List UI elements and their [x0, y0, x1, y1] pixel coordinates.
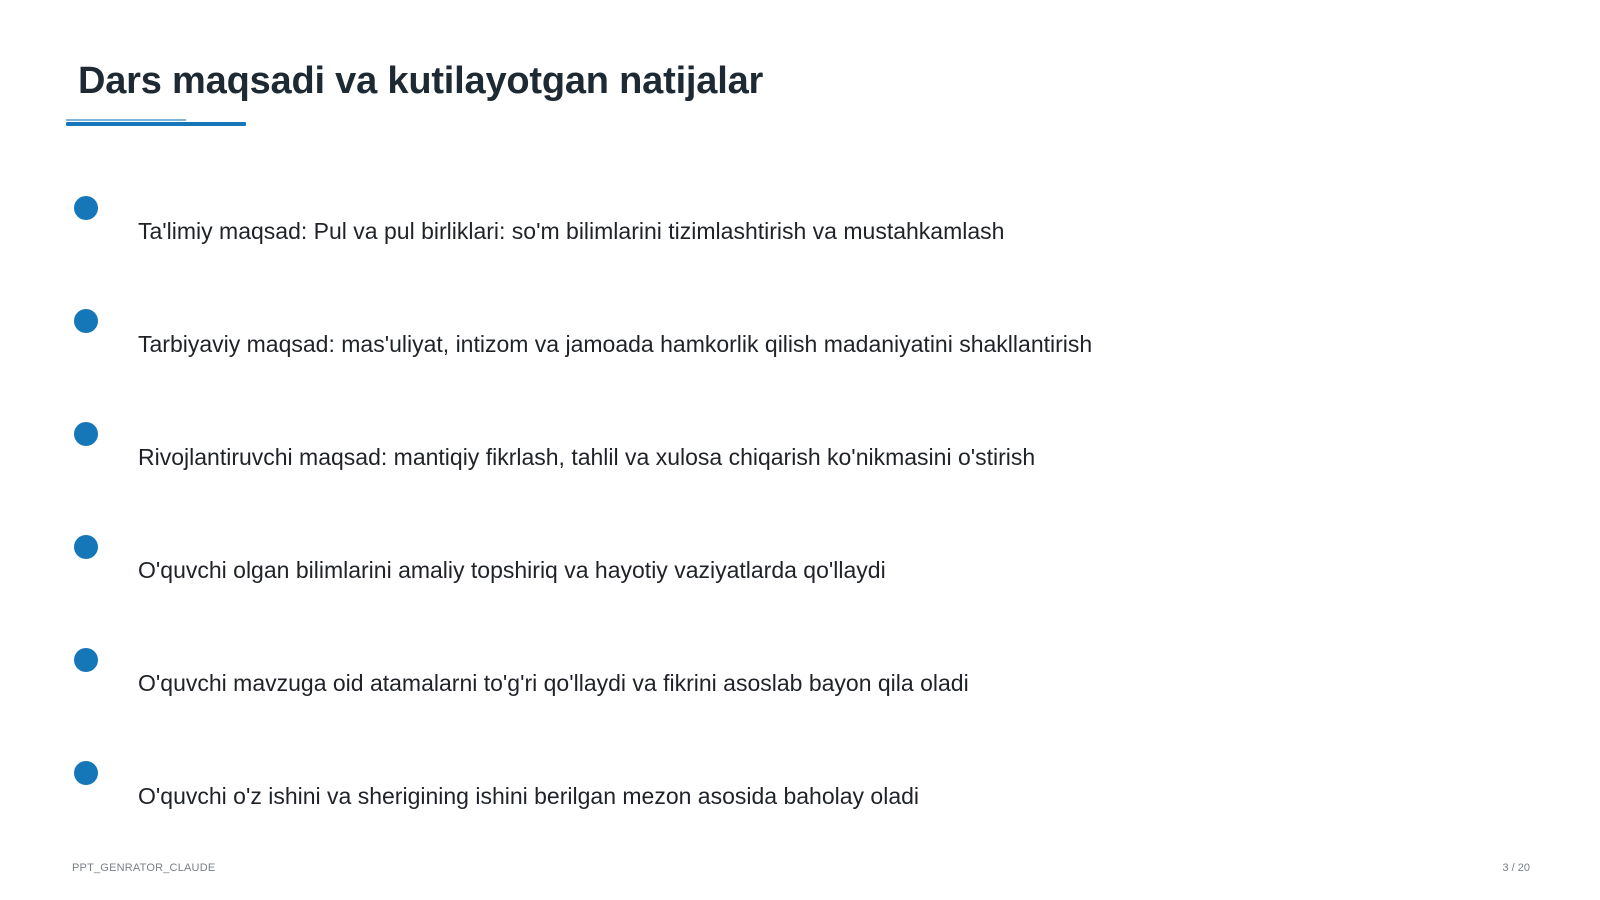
bullet-text: Tarbiyaviy maqsad: mas'uliyat, intizom va jamoada hamkorlik qilish madaniyatini shakllantirish: [138, 331, 1093, 357]
slide-title: Dars maqsadi va kutilayotgan natijalar: [78, 60, 764, 102]
page-indicator: 3 / 20: [1502, 862, 1530, 874]
bullet-dot-icon: [74, 196, 98, 220]
title-underline-accent: [66, 119, 186, 121]
bullet-item: [72, 301, 1532, 414]
footer-source: PPT_GENRATOR_CLAUDE: [72, 862, 216, 874]
bullet-text: O'quvchi mavzuga oid atamalarni to'g'ri qo'llaydi va fikrini asoslab bayon qila oladi: [138, 670, 969, 696]
bullet-list: [72, 188, 1532, 866]
title-underline: [66, 122, 246, 126]
bullet-text: Rivojlantiruvchi maqsad: mantiqiy fikrlash, tahlil va xulosa chiqarish ko'nikmasini o'stirish: [138, 444, 1036, 470]
bullet-item: [72, 753, 1532, 866]
bullet-dot-icon: [74, 648, 98, 672]
bullet-dot-icon: [74, 535, 98, 559]
bullet-text: O'quvchi olgan bilimlarini amaliy topshiriq va hayotiy vaziyatlarda qo'llaydi: [138, 557, 886, 583]
bullet-dot-icon: [74, 761, 98, 785]
bullet-item: [72, 188, 1532, 301]
bullet-text: O'quvchi o'z ishini va sherigining ishini berilgan mezon asosida baholay oladi: [138, 783, 920, 809]
bullet-item: [72, 527, 1532, 640]
bullet-item: [72, 414, 1532, 527]
bullet-item: [72, 640, 1532, 753]
bullet-dot-icon: [74, 309, 98, 333]
bullet-dot-icon: [74, 422, 98, 446]
bullet-text: Ta'limiy maqsad: Pul va pul birliklari: so'm bilimlarini tizimlashtirish va mustahkamlash: [138, 218, 1005, 244]
